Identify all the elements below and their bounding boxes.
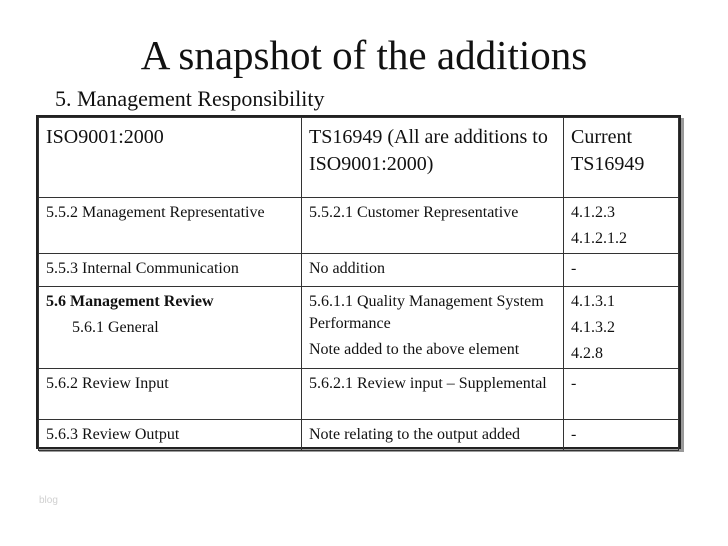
cell-ts [302,287,564,369]
header-iso: ISO9001:2000 [39,118,302,198]
cell-text: - [571,260,577,277]
slide-title: A snapshot of the additions [140,32,588,78]
cell-text: 4.2.8 [571,345,603,362]
cell-current [564,198,679,254]
header-ts16949: TS16949 (All are additions to ISO9001:2000) [302,118,564,198]
cell-ts [302,369,564,420]
table-row [39,369,679,420]
cell-text: 5.5.3 Internal Communication [46,260,239,277]
cell-iso [39,198,302,254]
header-current: Current TS16949 [564,118,679,198]
cell-text: Note relating to the output added [309,426,521,443]
cell-ts [302,420,564,451]
cell-ts [302,198,564,254]
cell-text: 5.6.2.1 Review input – Supplemental [309,375,547,392]
cell-current [564,369,679,420]
cell-iso [39,420,302,451]
cell-current [564,254,679,287]
cell-iso [39,254,302,287]
cell-text: 5.6.1 General [72,319,159,336]
table-row [39,420,679,451]
table-row [39,287,679,369]
cell-text: 5.6.2 Review Input [46,375,169,392]
cell-text: No addition [309,260,385,277]
cell-text: 4.1.3.1 [571,293,615,310]
cell-text: 5.6.1.1 Quality Management System Performance [309,293,544,332]
cell-text: - [571,426,577,443]
cell-iso [39,287,302,369]
cell-text: 5.5.2.1 Customer Representative [309,204,519,221]
cell-current [564,287,679,369]
slide-subtitle: 5. Management Responsibility [55,86,325,111]
cell-text: - [571,375,577,392]
cell-text: 4.1.2.1.2 [571,230,627,247]
cell-ts [302,254,564,287]
cell-text: 5.5.2 Management Representative [46,204,265,221]
cell-text: 4.1.2.3 [571,204,615,221]
comparison-table [36,115,681,449]
table-header-row [39,118,679,198]
cell-text: 5.6 Management Review [46,293,214,310]
table-row [39,198,679,254]
cell-iso [39,369,302,420]
cell-text: 5.6.3 Review Output [46,426,180,443]
cell-text: 4.1.3.2 [571,319,615,336]
cell-text: Note added to the above element [309,341,520,358]
cell-current [564,420,679,451]
table-row [39,254,679,287]
watermark: blog [39,495,58,506]
